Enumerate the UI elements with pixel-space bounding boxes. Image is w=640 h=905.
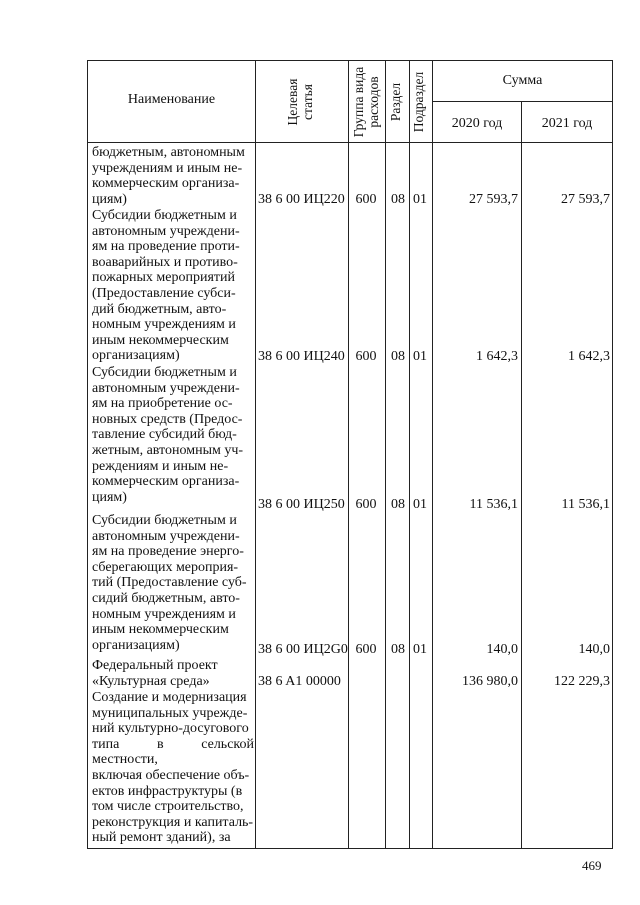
row-description: бюджетным, автономным учреждениям и иным не- коммерческим организа- циям) bbox=[92, 145, 245, 207]
header-target: Целевая статья bbox=[285, 78, 315, 126]
header-bottom-border bbox=[87, 142, 613, 143]
header-section: Раздел bbox=[388, 82, 403, 122]
row-description: Субсидии бюджетным и автономным учреждени- ям на проведение энерго- сберегающих мероприя- тий (Предоставление суб- сидий бюджетным, авто- номным учреждениям и иным некоммерческим организациям) bbox=[92, 513, 247, 653]
header-subsection: Подраздел bbox=[411, 71, 426, 133]
row-group: 600 bbox=[355, 497, 377, 512]
row-sum-2020: 27 593,7 bbox=[469, 192, 518, 207]
page-number: 469 bbox=[582, 858, 602, 873]
row-sum-2021: 11 536,1 bbox=[561, 497, 610, 512]
header-2020: 2020 год bbox=[451, 116, 503, 131]
row-section: 08 bbox=[391, 192, 405, 207]
header-group: Группа вида расходов bbox=[351, 66, 381, 138]
col-border-section bbox=[409, 60, 410, 849]
row-sum-2021: 27 593,7 bbox=[561, 192, 610, 207]
row-subsection: 01 bbox=[413, 349, 427, 364]
row-group: 600 bbox=[355, 192, 377, 207]
row-subsection: 01 bbox=[413, 497, 427, 512]
row-sum-2021: 140,0 bbox=[578, 642, 610, 657]
row-target-code: 38 6 00 ИЦ2G0 bbox=[258, 642, 348, 657]
table-top-border bbox=[87, 60, 613, 61]
row-sum-2020: 136 980,0 bbox=[462, 674, 518, 689]
row-section: 08 bbox=[391, 497, 405, 512]
sum-header-divider bbox=[432, 101, 613, 102]
row-target-code: 38 6 A1 00000 bbox=[258, 674, 341, 689]
row-section: 08 bbox=[391, 349, 405, 364]
row-sum-2020: 11 536,1 bbox=[469, 497, 518, 512]
row-target-code: 38 6 00 ИЦ220 bbox=[258, 192, 345, 207]
row-description: Федеральный проект «Культурная среда» bbox=[92, 658, 218, 689]
col-border-name bbox=[255, 60, 256, 849]
header-2021: 2021 год bbox=[541, 116, 593, 131]
col-border-subsection bbox=[432, 60, 433, 849]
col-border-2020 bbox=[521, 101, 522, 849]
row-sum-2020: 1 642,3 bbox=[476, 349, 518, 364]
table-bottom-border bbox=[87, 848, 613, 849]
row-sum-2020: 140,0 bbox=[486, 642, 518, 657]
col-border-right bbox=[612, 60, 613, 849]
row-description: Субсидии бюджетным и автономным учреждени- ям на приобретение ос- новных средств (Предос- тавление субсидий бюд- жетным, автономным уч- реждениям и иным не- коммерческим организа- циям) bbox=[92, 365, 244, 505]
row-description: Создание и модернизация муниципальных учрежде- ний культурно-досугового типа в сельской местности, включая обеспечение объ- ектов инфраструктуры (в том числе строительство, реконструкция и капиталь- ный ремонт зданий), за bbox=[92, 690, 254, 846]
row-subsection: 01 bbox=[413, 192, 427, 207]
row-section: 08 bbox=[391, 642, 405, 657]
col-border-left bbox=[87, 60, 88, 849]
row-sum-2021: 1 642,3 bbox=[568, 349, 610, 364]
col-border-group bbox=[385, 60, 386, 849]
row-target-code: 38 6 00 ИЦ240 bbox=[258, 349, 345, 364]
header-name: Наименование bbox=[127, 92, 216, 107]
row-group: 600 bbox=[355, 349, 377, 364]
row-description: Субсидии бюджетным и автономным учреждени- ям на проведение проти- воаварийных и противо- пожарных мероприятий (Предоставление субси- дий бюджетным, авто- номным учреждениям и иным некоммерческим организациям) bbox=[92, 208, 240, 364]
row-target-code: 38 6 00 ИЦ250 bbox=[258, 497, 345, 512]
row-subsection: 01 bbox=[413, 642, 427, 657]
col-border-target bbox=[348, 60, 349, 849]
header-sum: Сумма bbox=[502, 73, 543, 88]
row-group: 600 bbox=[355, 642, 377, 657]
row-sum-2021: 122 229,3 bbox=[554, 674, 610, 689]
